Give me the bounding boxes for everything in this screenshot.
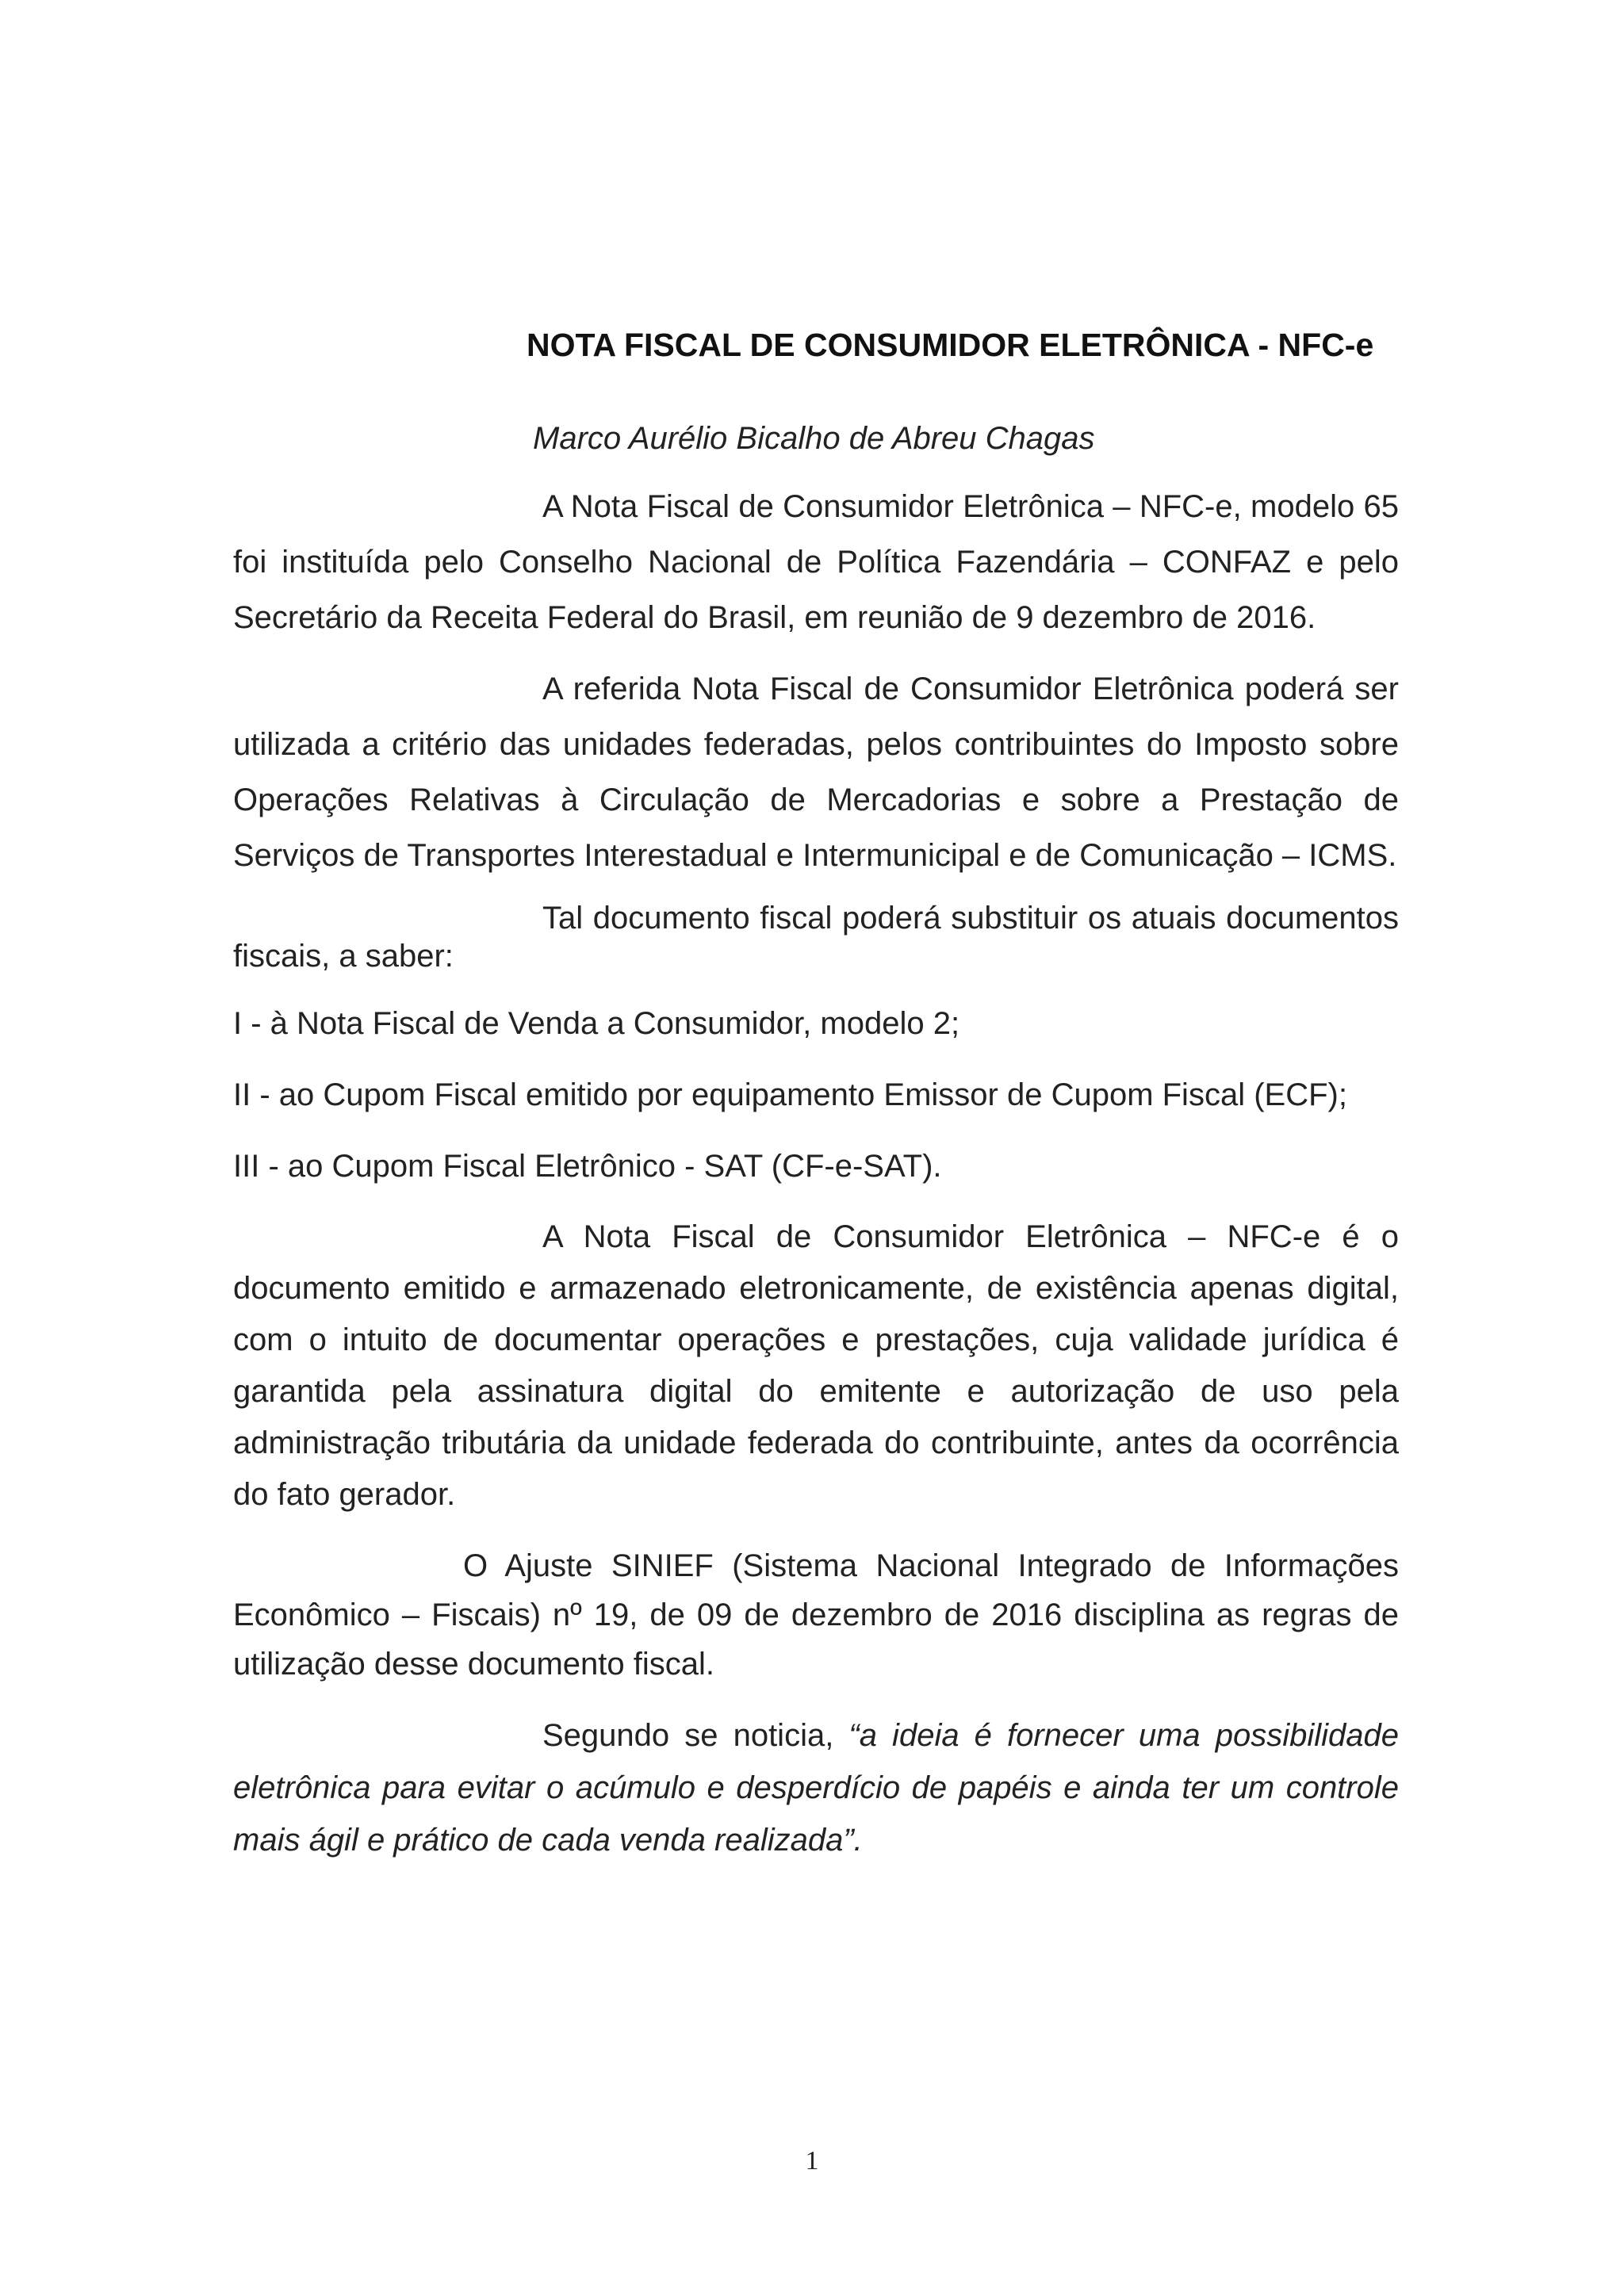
quote-lead: Segundo se noticia, [542,1718,849,1753]
list-item: II - ao Cupom Fiscal emitido por equipamento Emissor de Cupom Fiscal (ECF); [233,1077,1347,1112]
quote-text: “a ideia é fornecer uma possibilidade eletrônica para evitar o acúmulo e desperdício de papéis e ainda ter um controle mais ágil e prático de cada venda realizada”. [233,1718,1399,1858]
paragraph-sinief: O Ajuste SINIEF (Sistema Nacional Integrado de Informações Econômico – Fiscais) nº 19, de 09 de dezembro de 2016 disciplina as regras de utilização desse documento fiscal. [233,1548,1399,1682]
paragraph-definition: A Nota Fiscal de Consumidor Eletrônica – NFC-e é o documento emitido e armazenado eletronicamente, de existência apenas digital, com o intuito de documentar operações e prestações, cuja validade jurídica é garantida pela assinatura digital do emitente e autorização de uso pela administração tributária da unidade federada do contribuinte, antes da ocorrência do fato gerador. [233,1219,1399,1512]
list-item: I - à Nota Fiscal de Venda a Consumidor, modelo 2; [233,1006,960,1041]
author-name: Marco Aurélio Bicalho de Abreu Chagas [533,421,1095,456]
paragraph-icms: A referida Nota Fiscal de Consumidor Eletrônica poderá ser utilizada a critério das unidades federadas, pelos contribuintes do Imposto sobre Operações Relativas à Circulação de Mercadorias e sobre a Prestação de Serviços de Transportes Interestadual e Intermunicipal e de Comunicação – ICMS. [233,672,1399,873]
page-number: 1 [805,2146,819,2175]
paragraph-substitution: Tal documento fiscal poderá substituir os atuais documentos fiscais, a saber: [233,901,1399,974]
paragraph-intro: A Nota Fiscal de Consumidor Eletrônica – NFC-e, modelo 65 foi instituída pelo Conselho Nacional de Política Fazendária – CONFAZ e pelo Secretário da Receita Federal do Brasil, em reunião de 9 dezembro de 2016. [233,489,1399,635]
document-title: NOTA FISCAL DE CONSUMIDOR ELETRÔNICA - NFC-e [527,327,1374,363]
paragraph-quote [233,1709,1399,1866]
document-body [233,323,1399,1866]
list-item: III - ao Cupom Fiscal Eletrônico - SAT (CF-e-SAT). [233,1149,942,1184]
